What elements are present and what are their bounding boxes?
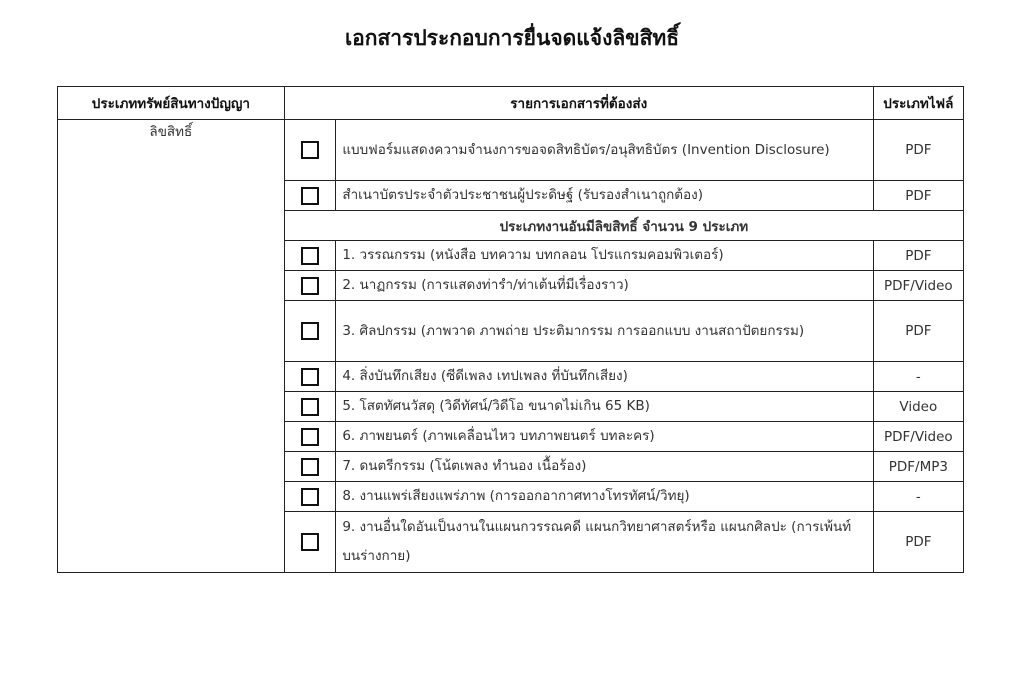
checkbox[interactable] <box>301 428 319 446</box>
checkbox-cell <box>284 452 336 482</box>
work-description: 3. ศิลปกรรม (ภาพวาด ภาพถ่าย ประติมากรรม การออกแบบ งานสถาปัตยกรรม) <box>336 301 873 362</box>
checkbox[interactable] <box>301 458 319 476</box>
checkbox[interactable] <box>301 368 319 386</box>
work-description: 4. สิ่งบันทึกเสียง (ซีดีเพลง เทปเพลง ที่บันทึกเสียง) <box>336 362 873 392</box>
checkbox-cell <box>284 120 336 181</box>
table-header-row <box>58 87 964 120</box>
section-heading: ประเภทงานอันมีลิขสิทธิ์ จำนวน 9 ประเภท <box>284 211 963 241</box>
work-description: 7. ดนตรีกรรม (โน้ตเพลง ทำนอง เนื้อร้อง) <box>336 452 873 482</box>
checkbox[interactable] <box>301 322 319 340</box>
document-description: แบบฟอร์มแสดงความจำนงการขอจดสิทธิบัตร/อนุสิทธิบัตร (Invention Disclosure) <box>336 120 873 181</box>
checkbox-cell <box>284 362 336 392</box>
checkbox-cell <box>284 422 336 452</box>
checkbox-cell <box>284 512 336 573</box>
file-type: PDF <box>873 512 963 573</box>
checkbox-cell <box>284 301 336 362</box>
work-description: 8. งานแพร่เสียงแพร่ภาพ (การออกอากาศทางโทรทัศน์/วิทยุ) <box>336 482 873 512</box>
checkbox-cell <box>284 271 336 301</box>
checkbox-cell <box>284 181 336 211</box>
file-type: PDF/Video <box>873 422 963 452</box>
document-title: เอกสารประกอบการยื่นจดแจ้งลิขสิทธิ์ <box>344 26 680 50</box>
checkbox[interactable] <box>301 277 319 295</box>
file-type: - <box>873 362 963 392</box>
checkbox[interactable] <box>301 488 319 506</box>
header-ip-type: ประเภททรัพย์สินทางปัญญา <box>58 87 285 120</box>
header-documents: รายการเอกสารที่ต้องส่ง <box>284 87 873 120</box>
checkbox-cell <box>284 482 336 512</box>
work-description: 5. โสตทัศนวัสดุ (วิดีทัศน์/วิดีโอ ขนาดไม่เกิน 65 KB) <box>336 392 873 422</box>
file-type: PDF/MP3 <box>873 452 963 482</box>
checkbox[interactable] <box>301 398 319 416</box>
checkbox-cell <box>284 392 336 422</box>
work-description: 1. วรรณกรรม (หนังสือ บทความ บทกลอน โปรแกรมคอมพิวเตอร์) <box>336 241 873 271</box>
work-description: 6. ภาพยนตร์ (ภาพเคลื่อนไหว บทภาพยนตร์ บทละคร) <box>336 422 873 452</box>
file-type: Video <box>873 392 963 422</box>
file-type: PDF <box>873 241 963 271</box>
file-type: PDF/Video <box>873 271 963 301</box>
file-type: PDF <box>873 181 963 211</box>
file-type: PDF <box>873 301 963 362</box>
file-type: PDF <box>873 120 963 181</box>
checkbox[interactable] <box>301 533 319 551</box>
work-description: 9. งานอื่นใดอันเป็นงานในแผนกวรรณคดี แผนกวิทยาศาสตร์หรือ แผนกศิลปะ (การเพ้นท์บนร่างกาย) <box>336 512 873 573</box>
table-row <box>58 120 964 181</box>
document-description: สำเนาบัตรประจำตัวประชาชนผู้ประดิษฐ์ (รับรองสำเนาถูกต้อง) <box>336 181 873 211</box>
work-description: 2. นาฏกรรม (การแสดงท่ารำ/ท่าเต้นที่มีเรื่องราว) <box>336 271 873 301</box>
header-file-type: ประเภทไฟล์ <box>873 87 963 120</box>
checkbox-cell <box>284 241 336 271</box>
ip-type-cell: ลิขสิทธิ์ <box>58 120 285 573</box>
checkbox[interactable] <box>301 247 319 265</box>
checkbox[interactable] <box>301 187 319 205</box>
checkbox[interactable] <box>301 141 319 159</box>
file-type: - <box>873 482 963 512</box>
document-checklist-table <box>57 86 964 573</box>
